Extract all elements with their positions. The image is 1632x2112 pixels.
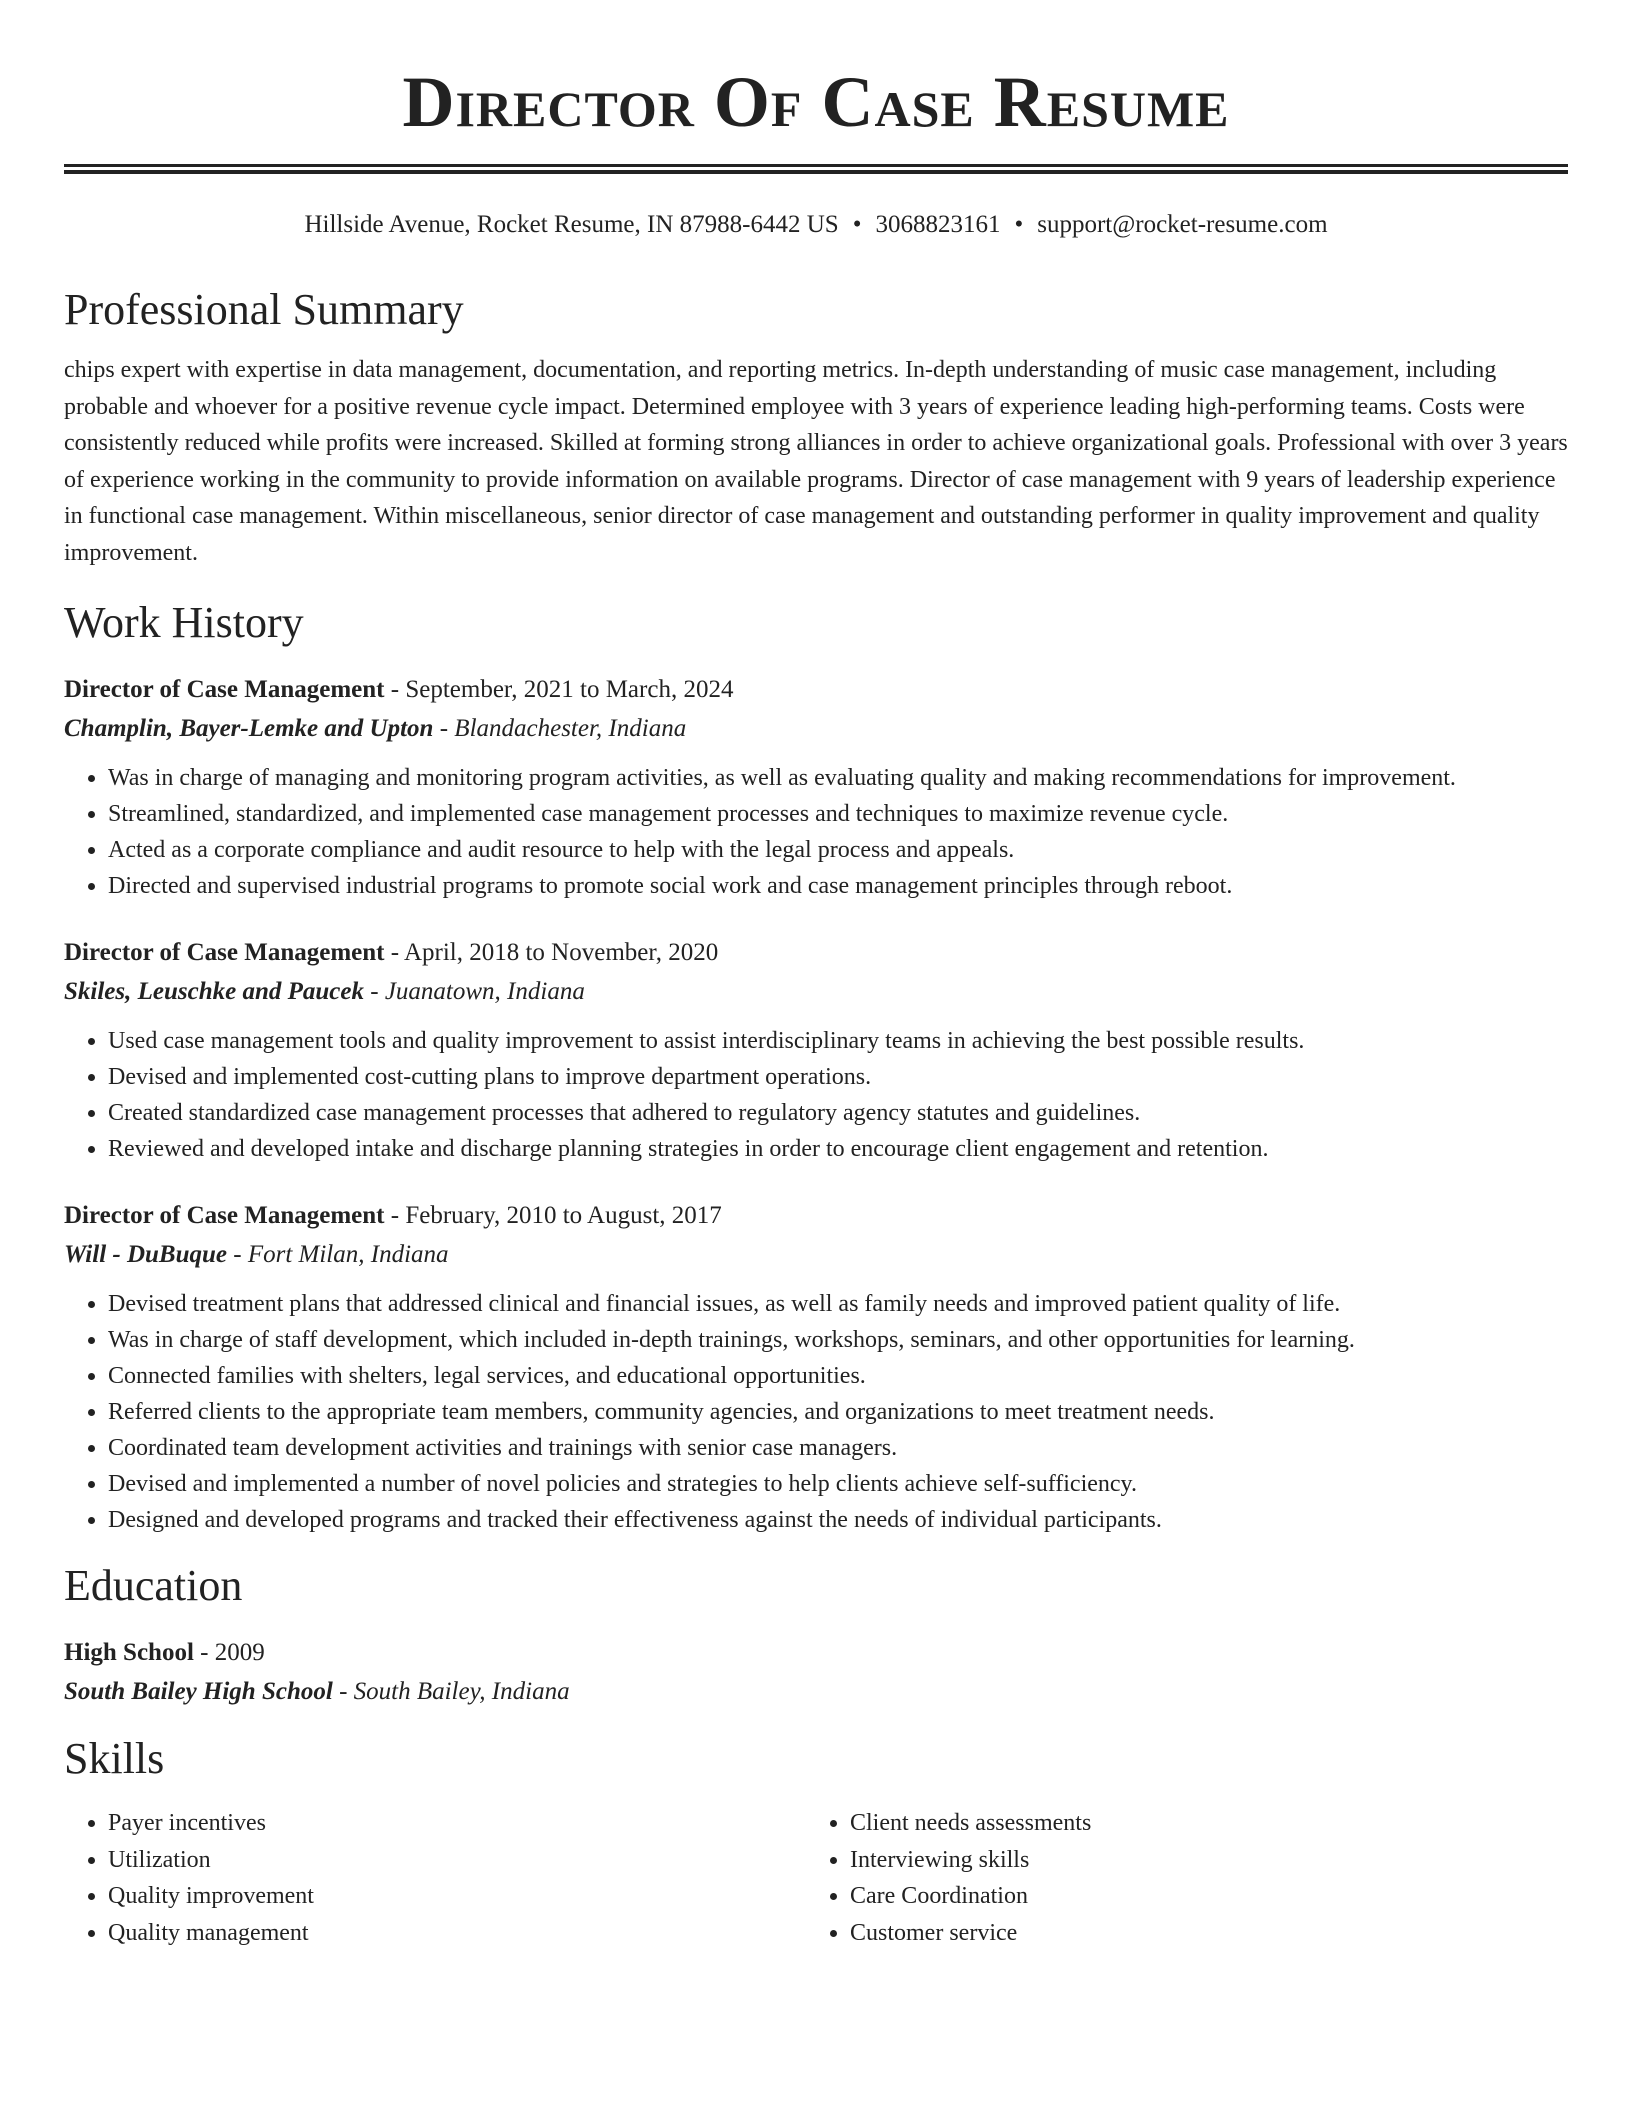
education-school: South Bailey High School — [64, 1678, 333, 1705]
job-entry — [64, 934, 1568, 1167]
job-bullets — [64, 760, 1568, 904]
education-heading: Education — [64, 1561, 243, 1610]
job-bullet: • Reviewed and developed intake and discharge planning strategies in order to encourage client engagement and retention. — [108, 1131, 1568, 1167]
job-bullet: • Streamlined, standardized, and implemented case management processes and techniques to maximize revenue cycle. — [108, 796, 1568, 832]
job-company: Skiles, Leuschke and Paucek — [64, 978, 364, 1005]
job-bullets — [64, 1023, 1568, 1167]
skill-item: • Customer service — [850, 1915, 1566, 1952]
job-entry — [64, 1197, 1568, 1538]
job-location: - Blandachester, Indiana — [433, 715, 687, 742]
summary-text: chips expert with expertise in data management, documentation, and reporting metrics. In-depth understanding of music case management, including probable and whoever for a positive revenue cycle impact. Determined employee with 3 years of experience leading high-performing teams. Costs were consistently reduced while profits were increased. Skilled at forming strong alliances in order to achieve organizational goals. Professional with over 3 years of experience working in the community to provide information on available programs. Director of case management with 9 years of leadership experience in functional case management. Within miscellaneous, senior director of case management and outstanding performer in quality improvement and quality improvement. — [64, 357, 1568, 566]
resume-title: Director Of Case Resume — [402, 62, 1230, 142]
contact-separator: • — [1014, 211, 1024, 238]
job-dates: - April, 2018 to November, 2020 — [384, 939, 719, 966]
job-bullet: • Devised treatment plans that addressed clinical and financial issues, as well as family needs and improved patient quality of life. — [108, 1286, 1568, 1322]
education-entry — [64, 1634, 1568, 1711]
job-bullet: • Devised and implemented a number of novel policies and strategies to help clients achieve self-sufficiency. — [108, 1466, 1568, 1502]
skills-heading: Skills — [64, 1734, 165, 1783]
job-header — [64, 671, 1568, 709]
job-bullet: • Created standardized case management processes that adhered to regulatory agency statutes and guidelines. — [108, 1095, 1568, 1131]
job-bullet: • Designed and developed programs and tracked their effectiveness against the needs of individual participants. — [108, 1502, 1568, 1538]
job-bullet: • Was in charge of managing and monitoring program activities, as well as evaluating quality and making recommendations for improvement. — [108, 760, 1568, 796]
work-history-heading: Work History — [64, 598, 304, 647]
skill-item: • Quality management — [108, 1915, 806, 1952]
skill-item: • Care Coordination — [850, 1878, 1566, 1915]
job-bullet: • Coordinated team development activities and trainings with senior case managers. — [108, 1430, 1568, 1466]
skill-item: • Utilization — [108, 1842, 806, 1879]
skill-item: • Client needs assessments — [850, 1805, 1566, 1842]
skills-columns — [64, 1805, 1568, 1951]
skill-item: • Payer incentives — [108, 1805, 806, 1842]
job-company: Will - DuBuque — [64, 1241, 228, 1268]
title-divider — [64, 164, 1568, 174]
job-bullets — [64, 1286, 1568, 1538]
education-school-line — [64, 1672, 1568, 1711]
job-header — [64, 934, 1568, 972]
contact-email: support@rocket-resume.com — [1037, 211, 1328, 238]
skills-right-column — [806, 1805, 1566, 1951]
job-entry — [64, 671, 1568, 904]
job-title: Director of Case Management — [64, 676, 385, 703]
job-company: Champlin, Bayer-Lemke and Upton — [64, 715, 434, 742]
skill-item: • Quality improvement — [108, 1878, 806, 1915]
job-bullet: • Acted as a corporate compliance and audit resource to help with the legal process and appeals. — [108, 832, 1568, 868]
contact-line — [64, 210, 1568, 240]
job-bullet: • Devised and implemented cost-cutting plans to improve department operations. — [108, 1059, 1568, 1095]
job-bullet: • Was in charge of staff development, which included in-depth trainings, workshops, seminars, and other opportunities for learning. — [108, 1322, 1568, 1358]
education-location: - South Bailey, Indiana — [332, 1678, 570, 1705]
job-dates: - September, 2021 to March, 2024 — [384, 676, 734, 703]
job-bullet: • Used case management tools and quality improvement to assist interdisciplinary teams in achieving the best possible results. — [108, 1023, 1568, 1059]
job-title: Director of Case Management — [64, 939, 385, 966]
summary-heading: Professional Summary — [64, 285, 464, 334]
job-dates: - February, 2010 to August, 2017 — [384, 1202, 722, 1229]
education-year: - 2009 — [193, 1639, 265, 1666]
job-location: - Fort Milan, Indiana — [227, 1241, 449, 1268]
contact-phone: 3068823161 — [875, 211, 1001, 238]
contact-address: Hillside Avenue, Rocket Resume, IN 87988-6442 US — [304, 211, 839, 238]
job-bullet: • Directed and supervised industrial programs to promote social work and case management principles through reboot. — [108, 868, 1568, 904]
job-employer — [64, 1235, 1568, 1274]
job-location: - Juanatown, Indiana — [364, 978, 585, 1005]
job-bullet: • Referred clients to the appropriate team members, community agencies, and organizations to meet treatment needs. — [108, 1394, 1568, 1430]
job-header — [64, 1197, 1568, 1235]
education-degree: High School — [64, 1639, 194, 1666]
education-header — [64, 1634, 1568, 1672]
job-employer — [64, 709, 1568, 748]
skills-left-column — [64, 1805, 806, 1951]
job-title: Director of Case Management — [64, 1202, 385, 1229]
skill-item: • Interviewing skills — [850, 1842, 1566, 1879]
job-bullet: • Connected families with shelters, legal services, and educational opportunities. — [108, 1358, 1568, 1394]
contact-separator: • — [852, 211, 862, 238]
job-employer — [64, 972, 1568, 1011]
